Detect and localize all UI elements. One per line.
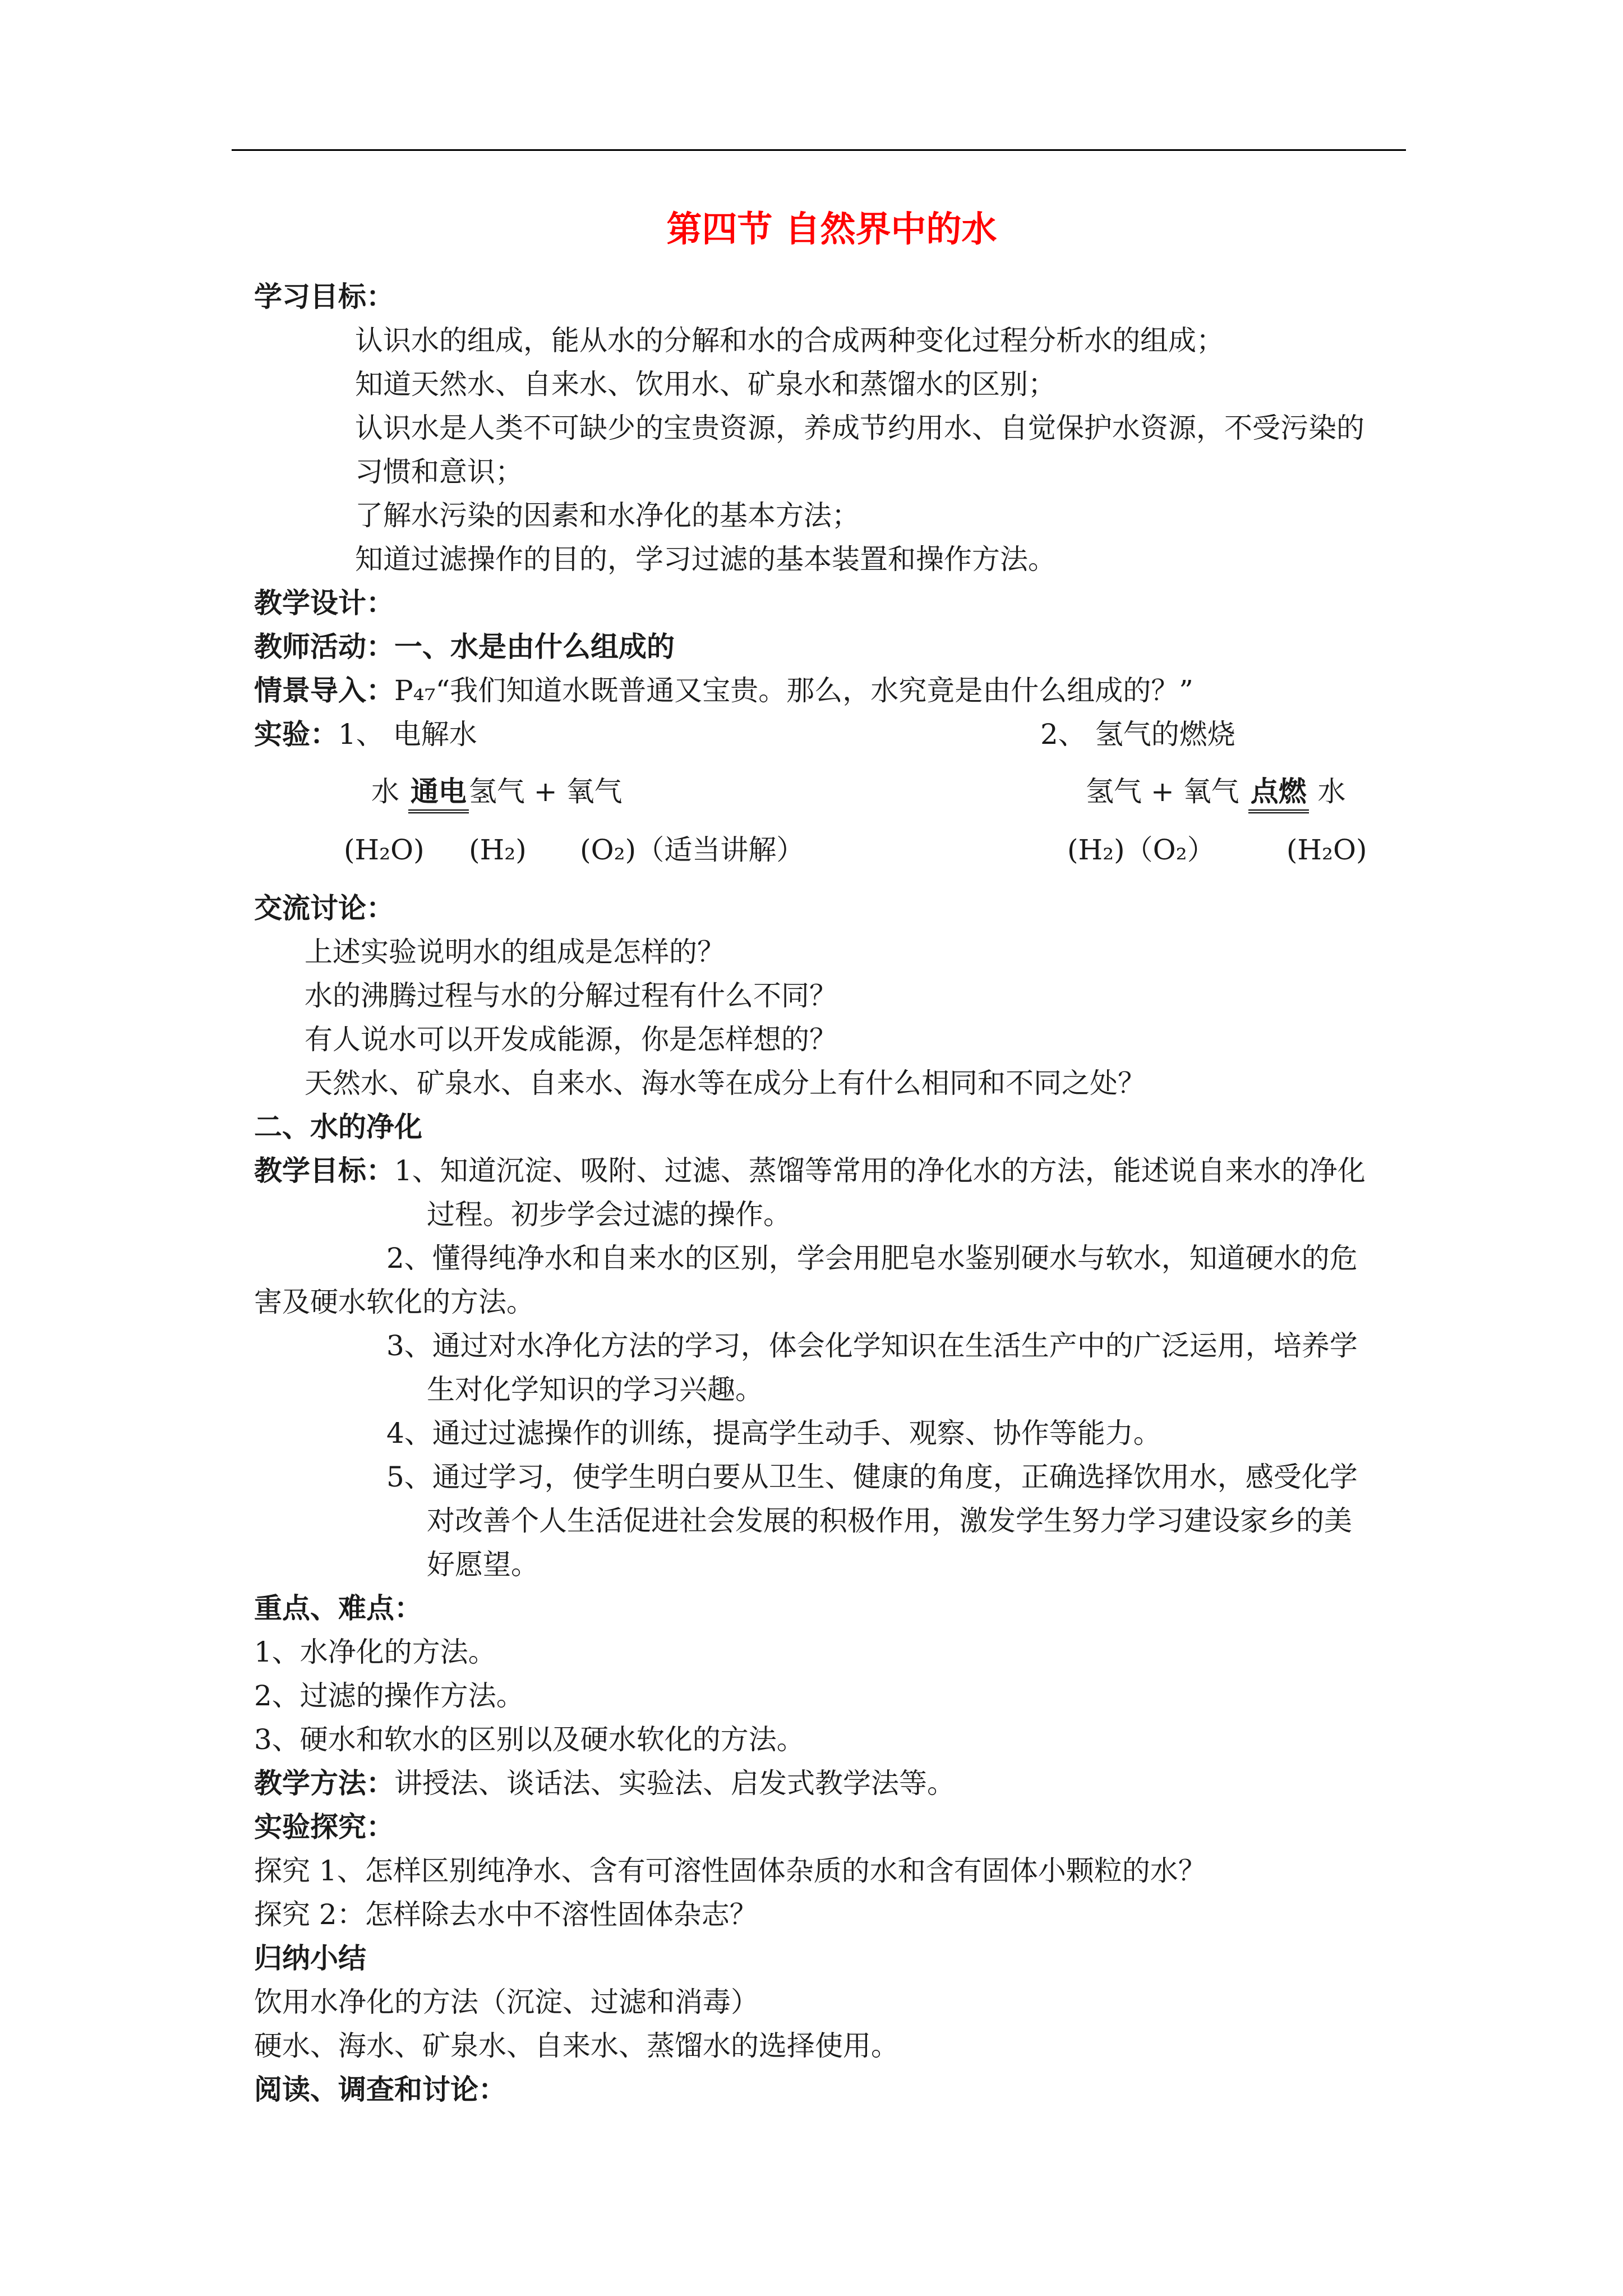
scene-intro-line: 情景导入：P₄₇“我们知道水既普通又宝贵。那么，水究竟是由什么组成的？” [254,674,1193,707]
electrolysis-equation: 水 通电氢气 + 氧气 [254,775,623,808]
teaching-method-line: 教学方法：讲授法、谈话法、实验法、启发式教学法等。 [254,1766,955,1800]
key-point-line: 1、水净化的方法。 [254,1636,496,1668]
learning-goals-label: 学习目标： [254,280,394,313]
condition-ignite: 点燃 [1248,775,1309,813]
discussion-label: 交流讨论： [254,891,394,924]
learning-goal-line: 了解水污染的因素和水净化的基本方法； [355,499,860,532]
goals-line: 3、通过对水净化方法的学习，体会化学知识在生活生产中的广泛运用，培养学 [386,1329,1358,1362]
section2-heading: 二、水的净化 [254,1110,422,1143]
condition-electricity: 通电 [408,775,469,813]
learning-goal-line: 认识水的组成，能从水的分解和水的合成两种变化过程分析水的组成； [355,324,1224,357]
learning-goal-line: 知道天然水、自来水、饮用水、矿泉水和蒸馏水的区别； [355,368,1056,401]
discussion-line: 上述实验说明水的组成是怎样的？ [305,936,725,968]
goals-line: 生对化学知识的学习兴趣。 [427,1373,763,1406]
inquiry-line: 探究 1、怎样区别纯净水、含有可溶性固体杂质的水和含有固体小颗粒的水？ [254,1855,1206,1887]
goals-line: 5、通过学习，使学生明白要从卫生、健康的角度，正确选择饮用水，感受化学 [386,1461,1358,1493]
experiment-2: 2、 氢气的燃烧 [1040,718,1235,751]
goals-line: 2、懂得纯净水和自来水的区别，学会用肥皂水鉴别硬水与软水，知道硬水的危 [386,1242,1358,1274]
discussion-line: 天然水、矿泉水、自来水、海水等在成分上有什么相同和不同之处？ [305,1067,1146,1099]
discussion-line: 水的沸腾过程与水的分解过程有什么不同？ [305,979,837,1012]
combustion-equation: 氢气 + 氧气 点燃 水 [1086,770,1345,813]
goals-line: 4、通过过滤操作的训练，提高学生动手、观察、协作等能力。 [386,1417,1161,1450]
learning-goal-line: 认识水是人类不可缺少的宝贵资源，养成节约用水、自觉保护水资源，不受污染的 [355,412,1364,444]
formulas-row [254,828,1409,872]
inquiry-line: 探究 2：怎样除去水中不溶性固体杂志？ [254,1898,758,1931]
goals-line: 过程。初步学会过滤的操作。 [427,1198,791,1231]
goals-line: 害及硬水软化的方法。 [254,1286,534,1318]
discussion-line: 有人说水可以开发成能源，你是怎样想的？ [305,1023,837,1056]
goals-line: 好愿望。 [427,1548,539,1581]
teacher-activity-line: 教师活动：一、水是由什么组成的 [254,630,675,663]
goals-line: 教学目标：1、知道沉淀、吸附、过滤、蒸馏等常用的净化水的方法，能述说自来水的净化 [254,1154,1366,1187]
key-point-line: 3、硬水和软水的区别以及硬水软化的方法。 [254,1723,805,1756]
learning-goal-line: 习惯和意识； [355,455,523,488]
summary-line: 饮用水净化的方法（沉淀、过滤和消毒） [254,1986,759,2018]
teaching-design-label: 教学设计： [254,586,394,619]
inquiry-label: 实验探究： [254,1810,394,1843]
goals-line: 对改善个人生活促进社会发展的积极作用，激发学生努力学习建设家乡的美 [427,1504,1352,1537]
summary-label: 归纳小结 [254,1941,366,1975]
equations-row [254,770,1409,813]
key-points-label: 重点、难点： [254,1591,422,1625]
formula-left: (H₂O) (H₂) (O₂)（适当讲解） [344,834,805,866]
page-title: 第四节 自然界中的水 [666,208,997,250]
reading-label: 阅读、调查和讨论： [254,2073,506,2106]
summary-line: 硬水、海水、矿泉水、自来水、蒸馏水的选择使用。 [254,2030,899,2062]
formula-right: (H₂)（O₂） (H₂O) [1067,834,1367,866]
document-page [254,0,1409,2111]
learning-goal-line: 知道过滤操作的目的，学习过滤的基本装置和操作方法。 [355,543,1056,576]
experiment-line: 实验：1、 电解水 2、 氢气的燃烧 [254,712,1409,756]
key-point-line: 2、过滤的操作方法。 [254,1680,524,1712]
